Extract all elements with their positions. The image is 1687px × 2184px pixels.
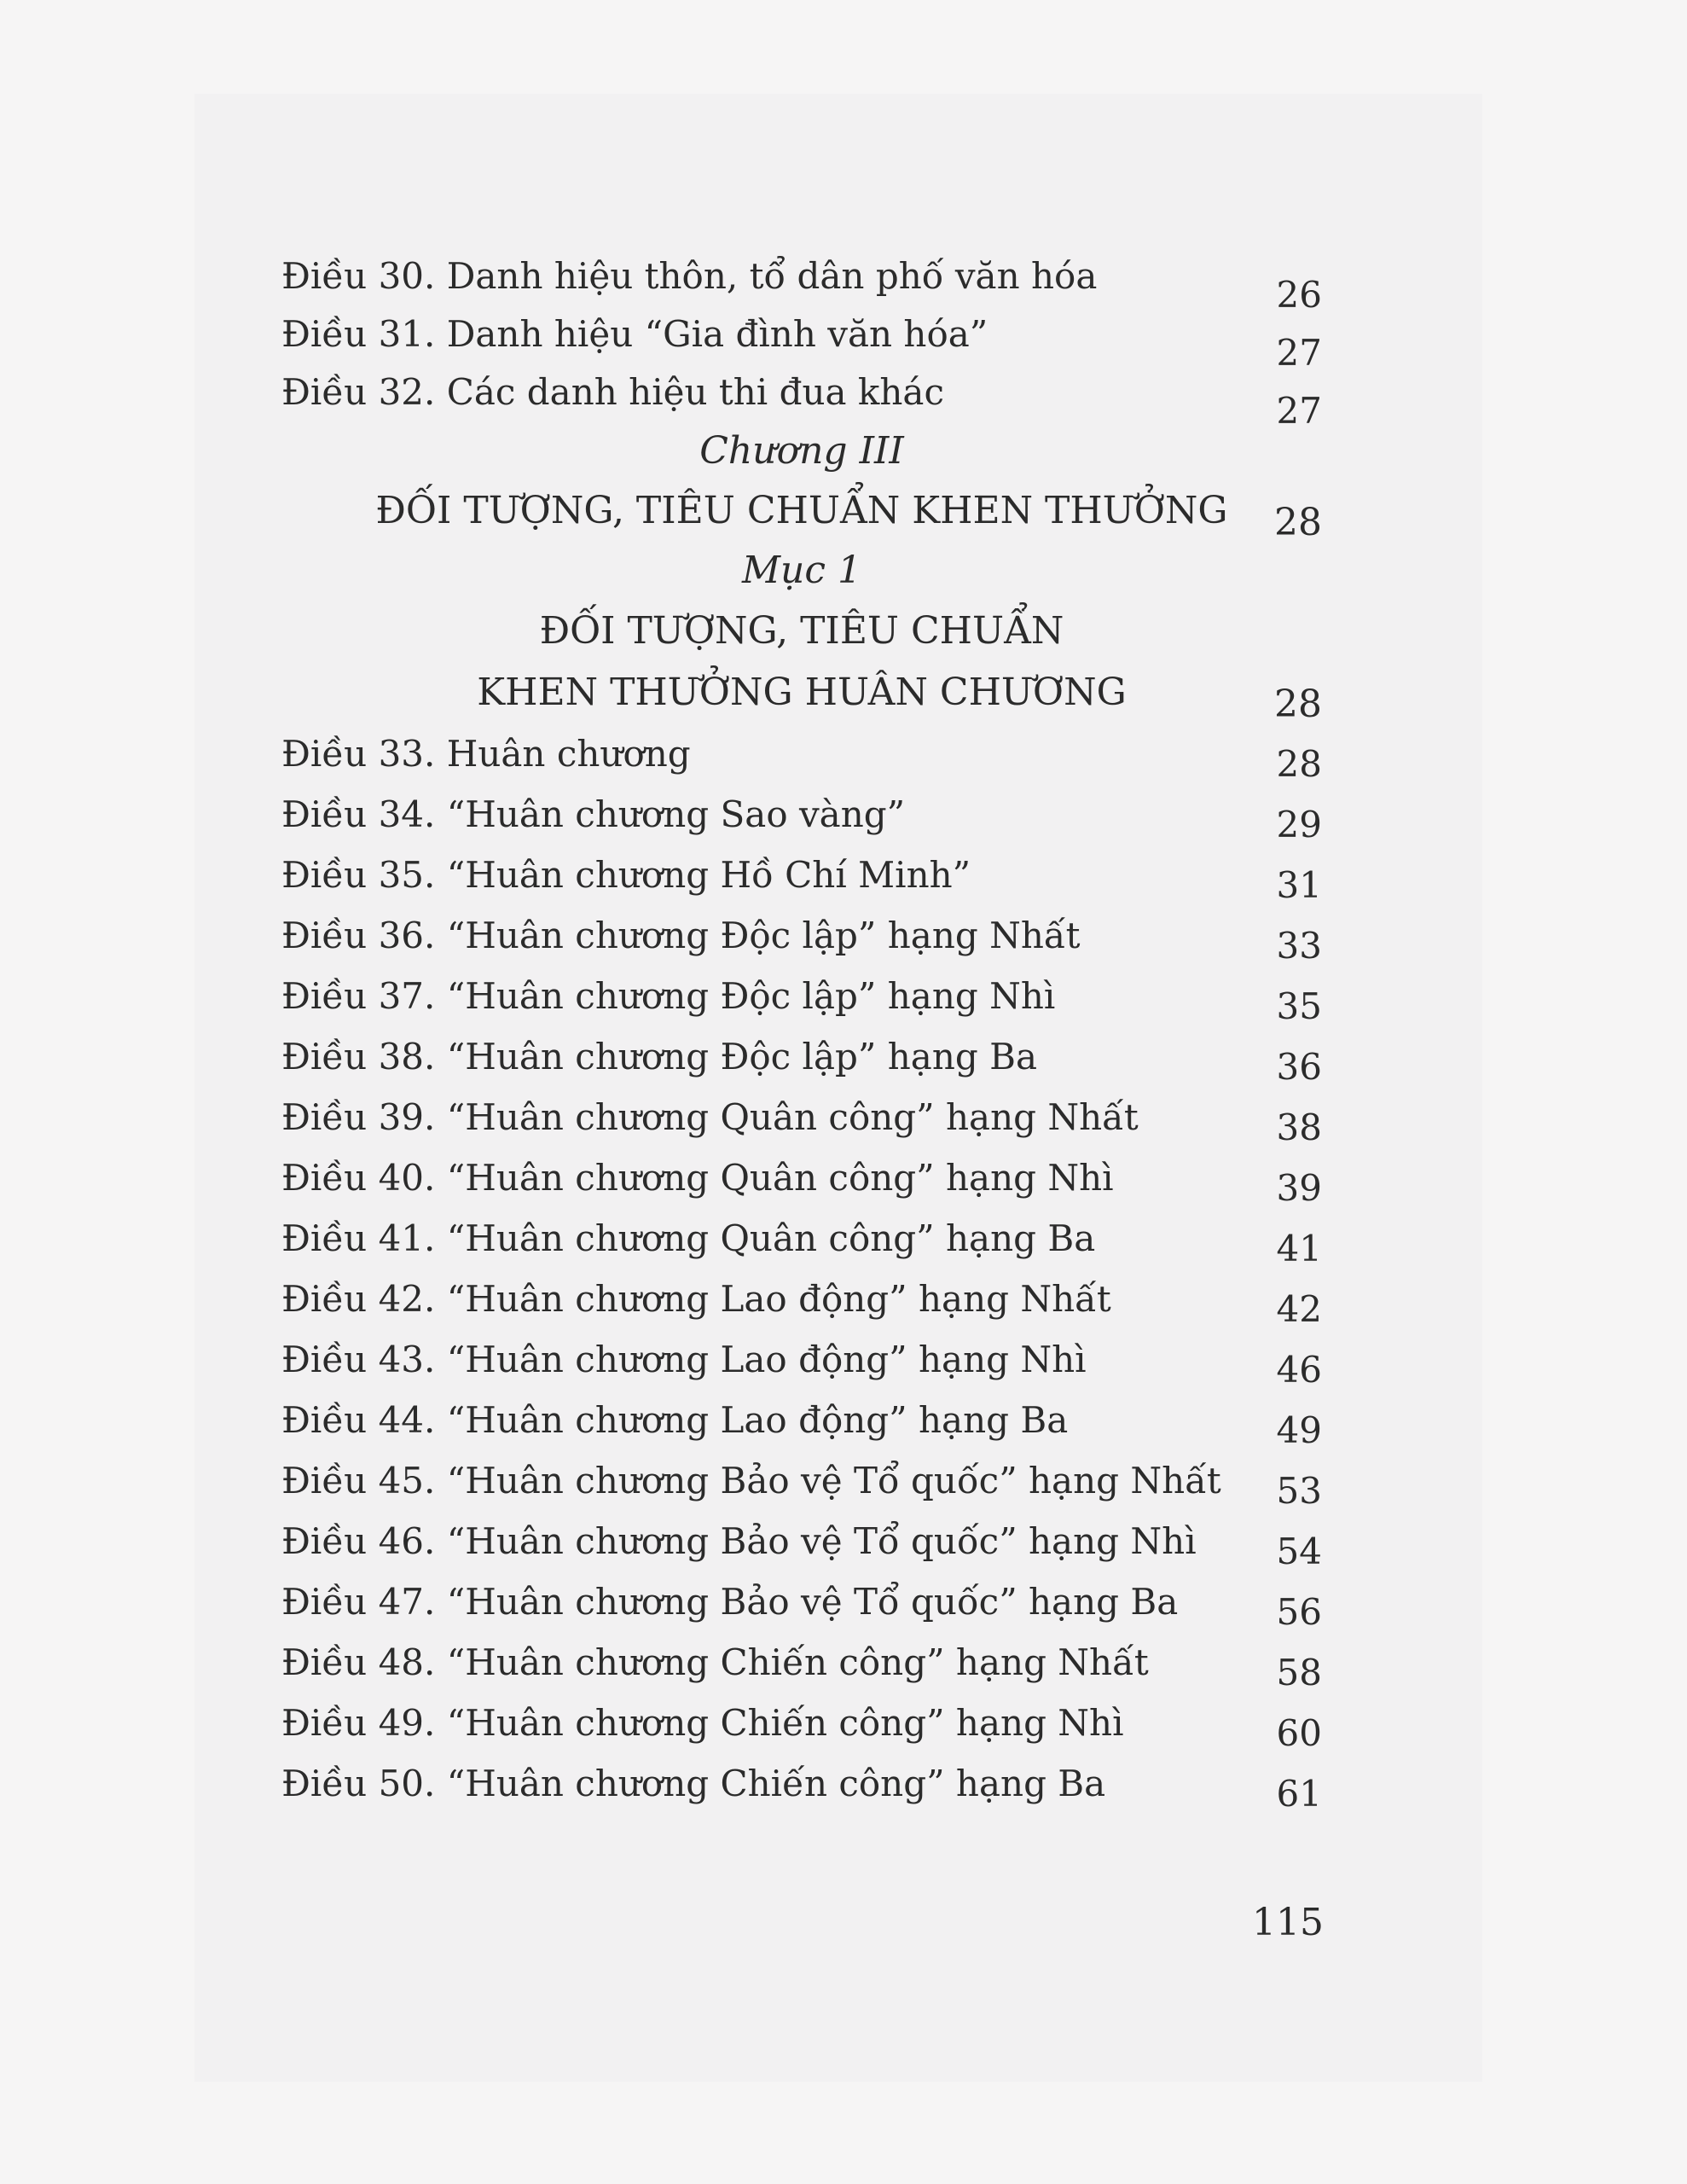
toc-entry-title: Điều 39. “Huân chương Quân công” hạng Nhất [281,1096,1139,1138]
toc-entry-title: Điều 30. Danh hiệu thôn, tổ dân phố văn hóa [281,255,1098,297]
toc-entry-page: 41 [1276,1228,1322,1269]
toc-entry-title: Điều 35. “Huân chương Hồ Chí Minh” [281,854,971,896]
toc-entry-page: 28 [1276,743,1322,785]
toc-entry-title: Điều 45. “Huân chương Bảo vệ Tổ quốc” hạng Nhất [281,1460,1221,1502]
toc-entry [281,966,1322,1026]
toc-entry-page: 61 [1276,1773,1322,1815]
toc-entry-title: Điều 31. Danh hiệu “Gia đình văn hóa” [281,313,988,355]
toc-entry-page: 33 [1276,925,1322,967]
toc-entry [281,1087,1322,1147]
section-title-line1: ĐỐI TƯỢNG, TIÊU CHUẨN [539,609,1064,653]
toc-entry-title: Điều 37. “Huân chương Độc lập” hạng Nhì [281,975,1056,1017]
toc-entry [281,1026,1322,1087]
toc-entry-title: Điều 33. Huân chương [281,733,691,775]
toc-entry [281,1208,1322,1269]
toc-entry-page: 39 [1276,1167,1322,1209]
toc-entry [281,1571,1322,1632]
toc-entry-page: 60 [1276,1712,1322,1754]
chapter-label: Chương III [699,429,904,473]
toc-entry-page: 56 [1276,1591,1322,1633]
toc-entry [281,363,1322,432]
toc-entry-page: 38 [1276,1107,1322,1148]
toc-entry [281,723,1322,784]
toc-entry [281,1390,1322,1450]
toc-entry-title: Điều 48. “Huân chương Chiến công” hạng Nhất [281,1641,1149,1683]
toc-entry [281,1753,1322,1814]
toc-entry-title: Điều 34. “Huân chương Sao vàng” [281,793,906,835]
toc-entry-page: 35 [1276,985,1322,1027]
toc-entry-title: Điều 49. “Huân chương Chiến công” hạng Nhì [281,1702,1124,1744]
toc-entry [281,305,1322,374]
toc-entry [281,845,1322,905]
toc-entry-title: Điều 50. “Huân chương Chiến công” hạng Ba [281,1763,1106,1804]
toc-entry [281,1329,1322,1390]
toc-entry-page: 29 [1276,804,1322,845]
page-number: 115 [1252,1901,1324,1944]
toc-entry-title: Điều 40. “Huân chương Quân công” hạng Nhì [281,1157,1114,1199]
chapter-page: 28 [1274,501,1322,544]
toc-entry [281,1147,1322,1208]
toc-entry-title: Điều 38. “Huân chương Độc lập” hạng Ba [281,1036,1038,1077]
toc-entry-page: 27 [1276,332,1322,374]
toc-entry [281,1450,1322,1511]
toc-entry-page: 54 [1276,1531,1322,1572]
toc-entry-title: Điều 44. “Huân chương Lao động” hạng Ba [281,1399,1069,1441]
toc-entry [281,1269,1322,1329]
toc-entry-title: Điều 47. “Huân chương Bảo vệ Tổ quốc” hạng Ba [281,1581,1179,1623]
toc-entry [281,905,1322,966]
toc-entry-title: Điều 43. “Huân chương Lao động” hạng Nhì [281,1339,1087,1380]
toc-entry [281,1693,1322,1753]
toc-entry-page: 36 [1276,1046,1322,1088]
section-title-line2: KHEN THƯỞNG HUÂN CHƯƠNG 28 [281,662,1322,723]
toc-entry [281,1511,1322,1571]
toc-entry-title: Điều 46. “Huân chương Bảo vệ Tổ quốc” hạng Nhì [281,1520,1197,1562]
section-label: Mục 1 [741,549,861,592]
toc-entry-page: 31 [1276,864,1322,906]
toc-entry-title: Điều 41. “Huân chương Quân công” hạng Ba [281,1217,1096,1259]
toc-entry-page: 53 [1276,1470,1322,1512]
toc-entry [281,1632,1322,1693]
chapter-title: ĐỐI TƯỢNG, TIÊU CHUẨN KHEN THƯỞNG 28 [281,481,1322,541]
toc-entry [281,784,1322,845]
toc-entry-page: 27 [1276,390,1322,432]
toc-entry-page: 46 [1276,1349,1322,1391]
toc-entry-title: Điều 32. Các danh hiệu thi đua khác [281,371,944,413]
toc-entry-title: Điều 36. “Huân chương Độc lập” hạng Nhất [281,915,1081,956]
toc-entry [281,247,1322,316]
toc-entry-page: 42 [1276,1288,1322,1330]
toc-entry-page: 58 [1276,1652,1322,1693]
toc-entry-title: Điều 42. “Huân chương Lao động” hạng Nhất [281,1278,1111,1320]
section-page: 28 [1274,682,1322,726]
toc-entry-page: 49 [1276,1409,1322,1451]
toc-entry-page: 26 [1276,274,1322,316]
table-of-contents [281,247,1322,1814]
